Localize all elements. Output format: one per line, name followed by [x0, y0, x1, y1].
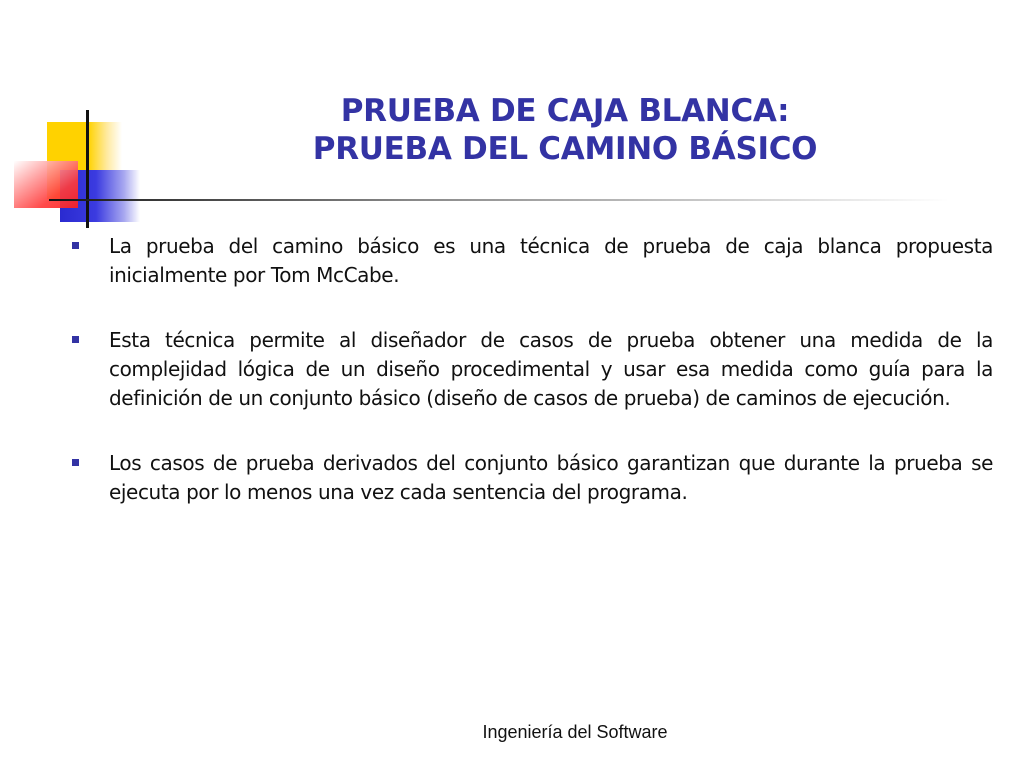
- slide-title-line-2: PRUEBA DEL CAMINO BÁSICO: [312, 131, 818, 167]
- bullet-list: [72, 232, 993, 543]
- slide-title-line-1: PRUEBA DE CAJA BLANCA:: [340, 93, 790, 129]
- square-bullet-icon: [72, 459, 79, 466]
- bullet-item: [72, 326, 993, 413]
- bullet-text: Esta técnica permite al diseñador de casos de prueba obtener una medida de la complejidad lógica de un diseño procedimental y usar esa medida como guía para la definición de un conjunto básico (diseño de casos de prueba) de caminos de ejecución.: [109, 328, 993, 410]
- square-bullet-icon: [72, 242, 79, 249]
- title-underline-divider: [49, 199, 949, 201]
- slide-footer: Ingeniería del Software: [482, 722, 668, 742]
- bullet-text: Los casos de prueba derivados del conjunto básico garantizan que durante la prueba se ejecuta por lo menos una vez cada sentencia del programa.: [109, 451, 993, 504]
- bullet-item: [72, 232, 993, 290]
- slide-title: [200, 92, 930, 168]
- square-bullet-icon: [72, 336, 79, 343]
- vertical-line-decoration: [86, 110, 89, 228]
- bullet-item: [72, 449, 993, 507]
- bullet-text: La prueba del camino básico es una técnica de prueba de caja blanca propuesta inicialmente por Tom McCabe.: [109, 234, 993, 287]
